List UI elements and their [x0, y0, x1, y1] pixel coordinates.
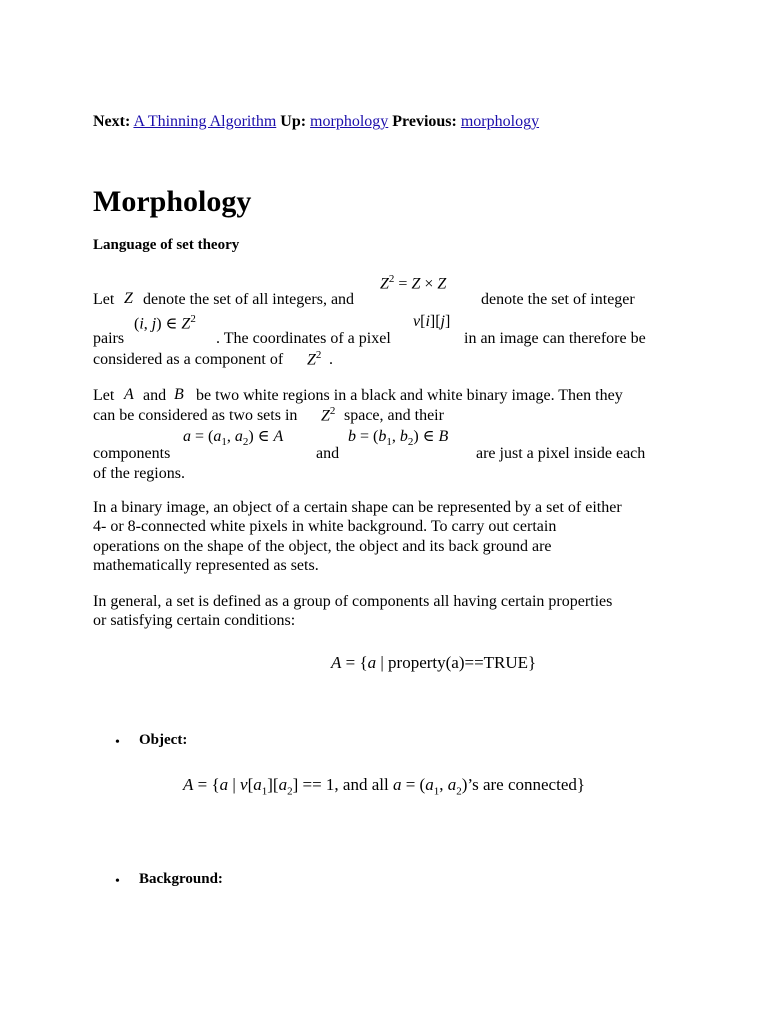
bullet-dot-icon: • — [115, 874, 120, 889]
p2-line2-end: space, and their — [344, 407, 444, 424]
math-z: Z — [124, 290, 133, 307]
equation-set-definition: A = {a | property(a)==TRUE} — [331, 653, 537, 672]
p2-line4: of the regions. — [93, 465, 185, 482]
math-a: A — [124, 386, 134, 403]
nav-up-link[interactable]: morphology — [310, 113, 389, 130]
p1-line2-end: in an image can therefore be — [464, 330, 646, 347]
p4-line1: In general, a set is defined as a group of components all having certain properties — [93, 593, 613, 610]
p1-line1-end: denote the set of integer — [481, 291, 635, 308]
math-b: B — [174, 386, 184, 403]
object-label: Object: — [139, 732, 188, 748]
p1-line3-end: . — [329, 351, 333, 368]
nav-next-link[interactable]: A Thinning Algorithm — [133, 113, 277, 130]
p1-line2-mid: . The coordinates of a pixel — [216, 330, 391, 347]
nav-up-label: Up: — [280, 113, 307, 130]
math-pixel: v[i][j] — [413, 313, 451, 330]
p3-line3: operations on the shape of the object, the object and its back ground are — [93, 538, 552, 555]
p2-line1-end: be two white regions in a black and white binary image. Then they — [196, 387, 623, 404]
p2-line3-end: are just a pixel inside each — [476, 445, 646, 462]
section-heading: Language of set theory — [93, 237, 240, 253]
equation-z2: $Z^2 = Z \times Z$ — [380, 273, 447, 293]
math-z2-space: $Z^2$ — [321, 405, 336, 425]
equation-object: A = {a | $v[a_1][a_2] == 1$, and all $a = (a_1$, $a_2)’s$ are connected} — [183, 775, 586, 798]
p2-line1-start: Let — [93, 387, 115, 404]
math-a-component: $a = (a_1$, $a_2$) ∈ A — [183, 428, 284, 449]
p2-line3-start: components — [93, 445, 171, 462]
nav-bar — [93, 114, 539, 130]
p2-line2-start: can be considered as two sets in — [93, 407, 298, 424]
p2-line1-and: and — [143, 387, 167, 404]
p1-line3-start: considered as a component of — [93, 351, 284, 368]
nav-next-label: Next: — [93, 113, 131, 130]
math-pair: (i, j) ∈ $Z^2$ — [134, 313, 196, 333]
nav-previous-label: Previous: — [392, 113, 457, 130]
p2-line3-and: and — [316, 445, 340, 462]
nav-previous-link[interactable]: morphology — [460, 113, 540, 130]
p1-line1-mid: denote the set of all integers, and — [143, 291, 355, 308]
page-title: Morphology — [93, 185, 252, 218]
math-z2-inline: $Z^2$ — [307, 349, 322, 369]
p3-line2: 4- or 8-connected white pixels in white background. To carry out certain — [93, 518, 557, 535]
p3-line4: mathematically represented as sets. — [93, 557, 319, 574]
p3-line1: In a binary image, an object of a certain shape can be represented by a set of either — [93, 499, 622, 516]
p1-line2-start: pairs — [93, 330, 125, 347]
bullet-dot-icon: • — [115, 735, 120, 750]
math-b-component: $b = (b_1$, $b_2$) ∈ B — [348, 428, 449, 449]
p4-line2: or satisfying certain conditions: — [93, 612, 296, 629]
background-label: Background: — [139, 871, 223, 887]
p1-line1-start: Let — [93, 291, 115, 308]
